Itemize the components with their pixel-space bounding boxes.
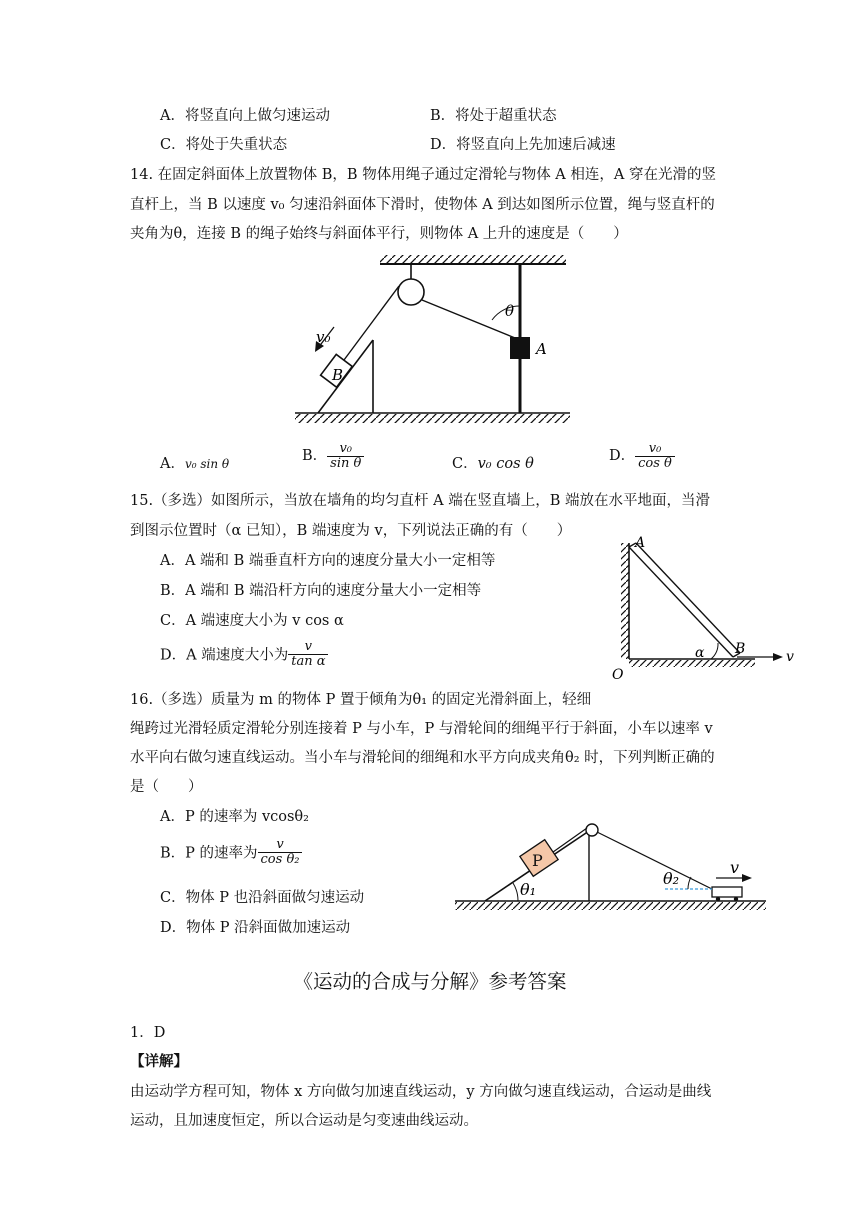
q13-option-b: B．将处于超重状态 (430, 108, 557, 124)
q14-stem-line3: 夹角为θ，连接 B 的绳子始终与斜面体平行，则物体 A 上升的速度是（ ） (130, 226, 628, 242)
q16-option-b (160, 838, 302, 866)
q14-option-a (160, 452, 229, 473)
q15-option-a: A．A 端和 B 端垂直杆方向的速度分量大小一定相等 (160, 553, 496, 569)
q15-option-d-fraction (288, 640, 328, 668)
q16-stem-line4: 是（ ） (130, 779, 203, 795)
q16-option-d: D．物体 P 沿斜面做加速运动 (160, 920, 351, 936)
q14-stem-line1: 14. 在固定斜面体上放置物体 B，B 物体用绳子通过定滑轮与物体 A 相连，A 穿在光滑的竖 (130, 167, 716, 183)
answers-title: 《运动的合成与分解》参考答案 (293, 970, 567, 993)
q16-option-a: A．P 的速率为 vcosθ₂ (160, 809, 309, 825)
q15-stem-line2: 到图示位置时（α 已知），B 端速度为 v，下列说法正确的有（ ） (130, 523, 572, 539)
q16-fig-label-theta2: θ₂ (663, 869, 680, 888)
q14-option-a-prefix: A． (160, 456, 185, 472)
q14-fig-label-a: A (536, 340, 547, 358)
q15-fig-label-a: A (635, 535, 646, 551)
q14-option-d-fraction (635, 442, 675, 470)
q15-fig-label-alpha: α (695, 645, 705, 661)
q14-option-d-numerator: v₀ (648, 441, 662, 456)
q15-fig-label-o: O (612, 667, 624, 683)
q15-option-d-denominator: tan α (288, 654, 328, 669)
q16-fig-label-theta1: θ₁ (520, 880, 537, 899)
q14-option-b-denominator: sin θ (327, 456, 364, 471)
q14-fig-label-theta: θ (505, 302, 515, 320)
q14-option-d-denominator: cos θ (635, 456, 675, 471)
q14-option-c-prefix: C． (452, 456, 478, 472)
q15-option-d-numerator: v (304, 639, 313, 654)
q13-option-d: D．将竖直向上先加速后减速 (430, 137, 616, 153)
q15-fig-label-b: B (735, 641, 746, 657)
answer-text-line1: 由运动学方程可知，物体 x 方向做匀加速直线运动，y 方向做匀速直线运动，合运动是曲线 (130, 1084, 712, 1100)
q15-option-c: C．A 端速度大小为 v cos α (160, 613, 344, 629)
q14-option-c (452, 452, 534, 473)
q16-stem-line3: 水平向右做匀速直线运动。当小车与滑轮间的细绳和水平方向成夹角θ₂ 时，下列判断正确的 (130, 750, 715, 766)
q14-option-d (609, 442, 675, 470)
q14-option-a-expr: v₀ sin θ (184, 457, 230, 471)
q16-fig-label-v: v (730, 858, 740, 877)
answer-text-line2: 运动，且加速度恒定，所以合运动是匀变速曲线运动。 (130, 1113, 478, 1129)
q16-fig-label-p: P (532, 851, 543, 870)
q16-option-b-prefix: B．P 的速率为 (160, 845, 258, 862)
q13-option-a: A．将竖直向上做匀速运动 (160, 108, 330, 124)
q16-option-b-fraction (258, 838, 303, 866)
q16-option-b-denominator: cos θ₂ (258, 852, 303, 867)
q14-option-c-expr: v₀ cos θ (477, 456, 534, 472)
q15-fig-label-v: v (786, 649, 794, 665)
q14-fig-label-b: B (332, 366, 344, 384)
q14-option-b-fraction (327, 442, 364, 470)
answer-detail-label: 【详解】 (130, 1053, 188, 1070)
q14-fig-label-v0: v₀ (316, 328, 331, 346)
q13-option-c: C．将处于失重状态 (160, 137, 288, 153)
q16-option-b-numerator: v (276, 837, 284, 852)
q16-incline-figure (450, 818, 770, 918)
q14-option-b-numerator: v₀ (339, 441, 353, 456)
q16-stem-line1: 16.（多选）质量为 m 的物体 P 置于倾角为θ₁ 的固定光滑斜面上，轻细 (130, 692, 592, 708)
q16-option-c: C．物体 P 也沿斜面做匀速运动 (160, 890, 365, 906)
q15-option-d-prefix: D．A 端速度大小为 (160, 647, 289, 664)
answer-item-1: 1．D (130, 1025, 166, 1041)
q14-pulley-figure (280, 250, 620, 430)
q14-option-b-prefix: B． (302, 448, 328, 465)
q15-option-d (160, 640, 328, 668)
q16-stem-line2: 绳跨过光滑轻质定滑轮分别连接着 P 与小车，P 与滑轮间的细绳平行于斜面，小车以速率 v (130, 721, 713, 737)
q15-rod-figure (605, 533, 805, 683)
q15-stem-line1: 15.（多选）如图所示，当放在墙角的均匀直杆 A 端在竖直墙上，B 端放在水平地面，当滑 (130, 493, 711, 509)
q14-option-b (302, 442, 364, 470)
q15-option-b: B．A 端和 B 端沿杆方向的速度分量大小一定相等 (160, 583, 482, 599)
q14-option-d-prefix: D． (609, 448, 636, 465)
q14-stem-line2: 直杆上，当 B 以速度 v₀ 匀速沿斜面体下滑时，使物体 A 到达如图所示位置，绳与竖直杆的 (130, 197, 715, 213)
